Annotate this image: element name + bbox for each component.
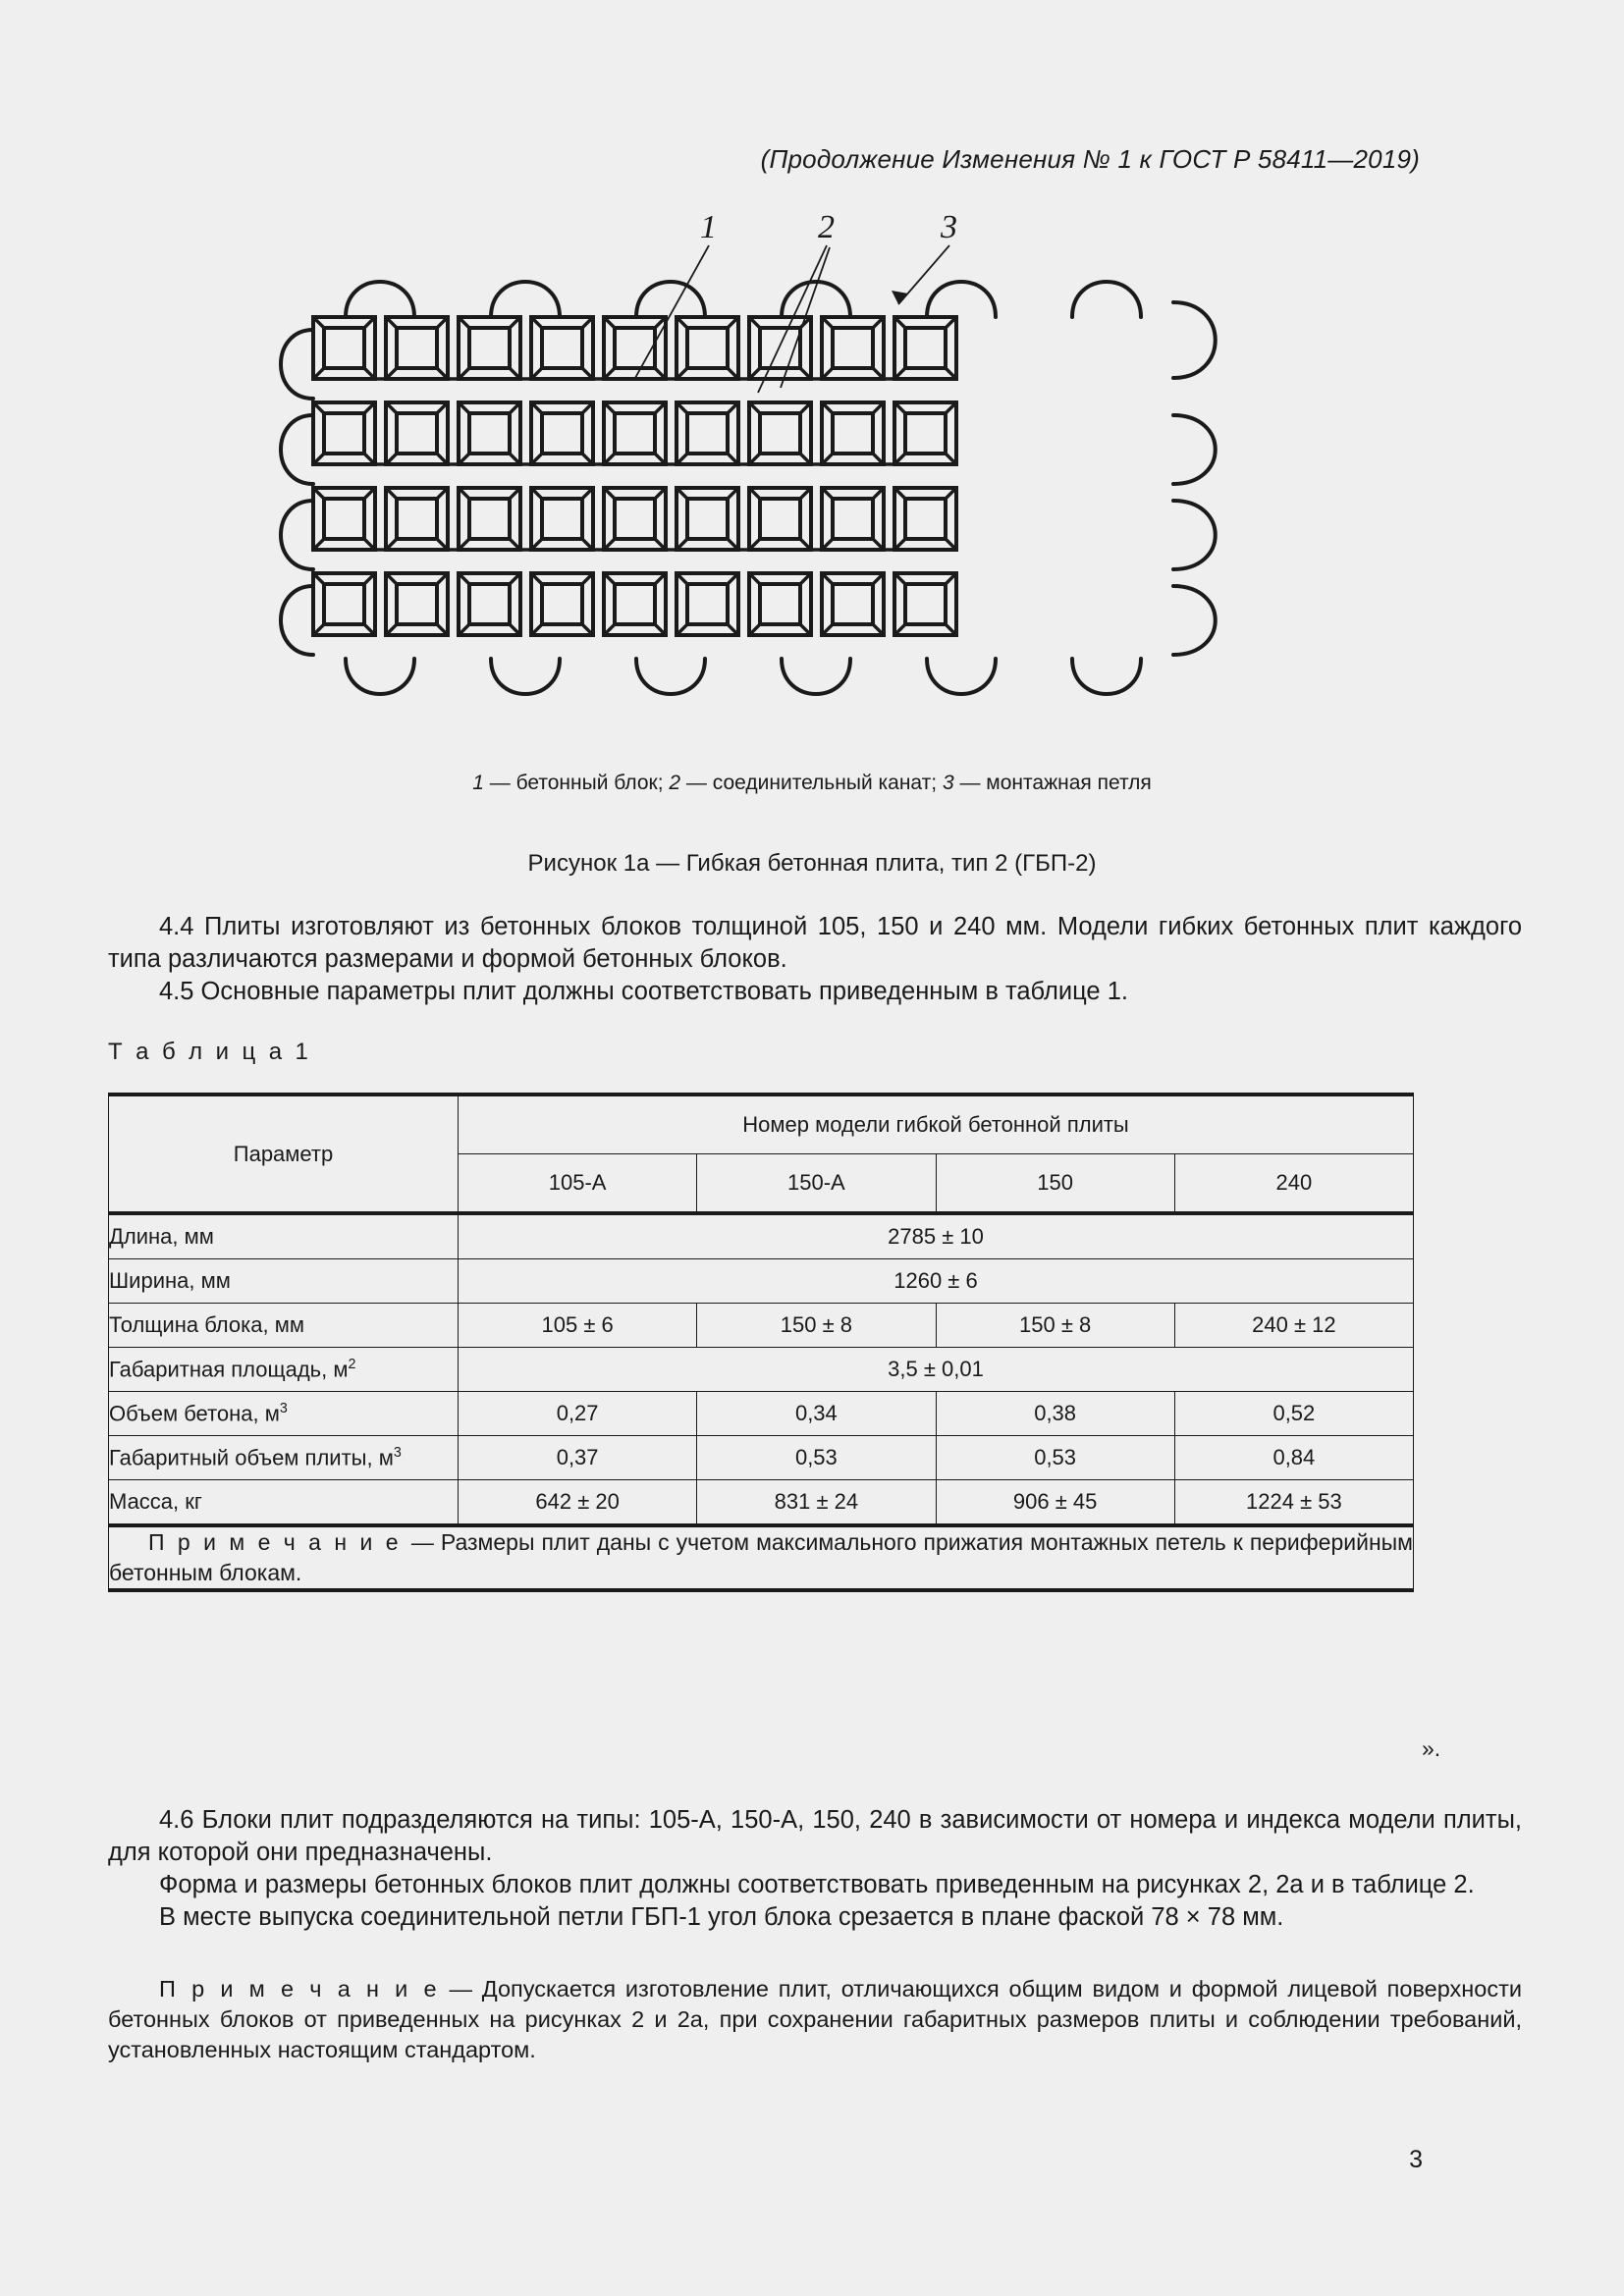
paragraph-chamfer: В месте выпуска соединительной петли ГБП-1 угол блока срезается в плане фаской 78 × 78 мм. bbox=[159, 1903, 1284, 1931]
row-label-width: Ширина, мм bbox=[109, 1259, 459, 1304]
row-value-overall-volume-3: 0,84 bbox=[1174, 1436, 1413, 1480]
row-label-thickness: Толщина блока, мм bbox=[109, 1304, 459, 1348]
table-header-model-3: 240 bbox=[1174, 1154, 1413, 1214]
section-4-6 bbox=[108, 1804, 1522, 1934]
table-header-model-2: 150 bbox=[936, 1154, 1174, 1214]
row-value-mass-0: 642 ± 20 bbox=[459, 1480, 697, 1526]
legend-text-3: — монтажная петля bbox=[953, 772, 1152, 794]
table-note-text: — Размеры плит даны с учетом максимального прижатия монтажных петель к периферийным бетонным блокам. bbox=[109, 1529, 1413, 1585]
legend-text-1: — бетонный блок; bbox=[483, 772, 670, 794]
row-value-mass-3: 1224 ± 53 bbox=[1174, 1480, 1413, 1526]
table-note-label: П р и м е ч а н и е bbox=[148, 1529, 411, 1555]
table-header-row-1 bbox=[109, 1095, 1414, 1154]
running-header: (Продолжение Изменения № 1 к ГОСТ Р 58411—2019) bbox=[760, 144, 1420, 174]
figure-caption: Рисунок 1а — Гибкая бетонная плита, тип 2 (ГБП-2) bbox=[527, 850, 1097, 877]
table-header-model-0: 105-А bbox=[459, 1154, 697, 1214]
table-row bbox=[109, 1392, 1414, 1436]
closing-quote-mark: ». bbox=[1422, 1735, 1441, 1761]
paragraph-4-6: 4.6 Блоки плит подразделяются на типы: 105-А, 150-А, 150, 240 в зависимости от номера и индекса модели плиты, для которой они предназначены. bbox=[108, 1806, 1522, 1866]
final-note-label: П р и м е ч а н и е bbox=[159, 1976, 440, 2002]
section-4-4-4-5 bbox=[108, 911, 1522, 1008]
table-note-row bbox=[109, 1525, 1414, 1590]
paragraph-4-4: 4.4 Плиты изготовляют из бетонных блоков толщиной 105, 150 и 240 мм. Модели гибких бетонных плит каждого типа различаются размерами и формой бетонных блоков. bbox=[108, 913, 1522, 973]
table-row bbox=[109, 1348, 1414, 1392]
row-label-mass: Масса, кг bbox=[109, 1480, 459, 1526]
legend-num-3: 3 bbox=[942, 772, 954, 794]
row-value-overall-volume-0: 0,37 bbox=[459, 1436, 697, 1480]
row-label-concrete-volume: Объем бетона, $м^3$ bbox=[109, 1392, 459, 1436]
row-label-length: Длина, мм bbox=[109, 1213, 459, 1259]
final-note bbox=[108, 1974, 1522, 2065]
table-header-group: Номер модели гибкой бетонной плиты bbox=[459, 1095, 1414, 1154]
figure-callout-3: 3 bbox=[941, 209, 957, 245]
row-value-thickness-1: 150 ± 8 bbox=[697, 1304, 936, 1348]
table-row bbox=[109, 1259, 1414, 1304]
figure-callout-2: 2 bbox=[818, 209, 835, 245]
table-row bbox=[109, 1480, 1414, 1526]
table-row bbox=[109, 1213, 1414, 1259]
figure-callout-1: 1 bbox=[700, 209, 717, 245]
row-value-thickness-3: 240 ± 12 bbox=[1174, 1304, 1413, 1348]
row-value-thickness-2: 150 ± 8 bbox=[936, 1304, 1174, 1348]
row-label-area: Габаритная площадь, $м^2$ bbox=[109, 1348, 459, 1392]
row-value-mass-2: 906 ± 45 bbox=[936, 1480, 1174, 1526]
table-header-param: Параметр bbox=[109, 1095, 459, 1213]
table-label: Т а б л и ц а 1 bbox=[108, 1039, 312, 1065]
row-value-width: 1260 ± 6 bbox=[459, 1259, 1414, 1304]
row-value-concrete-volume-2: 0,38 bbox=[936, 1392, 1174, 1436]
row-value-concrete-volume-3: 0,52 bbox=[1174, 1392, 1413, 1436]
concrete-block-grid bbox=[313, 317, 956, 635]
table-row bbox=[109, 1436, 1414, 1480]
legend-num-1: 1 bbox=[472, 772, 484, 794]
row-value-mass-1: 831 ± 24 bbox=[697, 1480, 936, 1526]
row-value-length: 2785 ± 10 bbox=[459, 1213, 1414, 1259]
parameters-table bbox=[108, 1093, 1414, 1592]
row-value-area: 3,5 ± 0,01 bbox=[459, 1348, 1414, 1392]
figure-legend bbox=[0, 772, 1624, 795]
final-note-paragraph bbox=[108, 1974, 1522, 2065]
row-value-concrete-volume-1: 0,34 bbox=[697, 1392, 936, 1436]
legend-num-2: 2 bbox=[669, 772, 681, 794]
paragraph-shape-dimensions: Форма и размеры бетонных блоков плит должны соответствовать приведенным на рисунках 2, 2а и в таблице 2. bbox=[159, 1871, 1475, 1898]
row-value-overall-volume-2: 0,53 bbox=[936, 1436, 1174, 1480]
flexible-concrete-slab-drawing bbox=[262, 196, 1362, 795]
row-label-overall-volume: Габаритный объем плиты, $м^3$ bbox=[109, 1436, 459, 1480]
table-header-model-1: 150-А bbox=[697, 1154, 936, 1214]
row-value-overall-volume-1: 0,53 bbox=[697, 1436, 936, 1480]
page-number: 3 bbox=[1409, 2146, 1423, 2173]
table-row bbox=[109, 1304, 1414, 1348]
table-note bbox=[109, 1525, 1414, 1590]
legend-text-2: — соединительный канат; bbox=[680, 772, 943, 794]
figure-1a bbox=[0, 196, 1624, 795]
row-value-concrete-volume-0: 0,27 bbox=[459, 1392, 697, 1436]
paragraph-4-5: 4.5 Основные параметры плит должны соответствовать приведенным в таблице 1. bbox=[159, 978, 1128, 1005]
final-note-text: — Допускается изготовление плит, отличающихся общим видом и формой лицевой поверхности бетонных блоков от приведенных на рисунках 2 и 2а, при сохранении габаритных размеров плиты и соблюдении требований, установленных настоящим стандартом. bbox=[108, 1976, 1522, 2062]
row-value-thickness-0: 105 ± 6 bbox=[459, 1304, 697, 1348]
